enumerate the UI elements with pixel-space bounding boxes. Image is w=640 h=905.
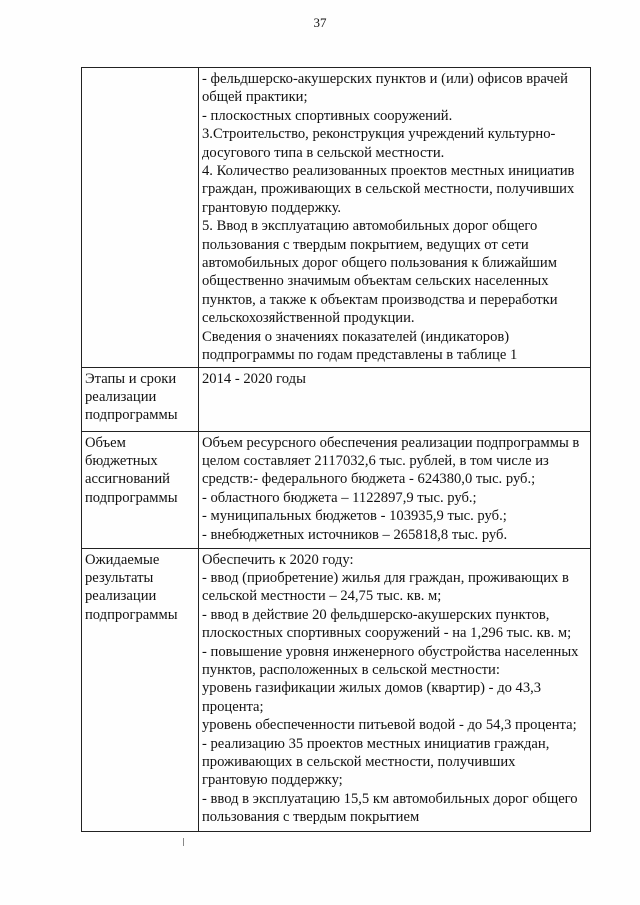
table-row [82, 367, 591, 431]
table-row [82, 431, 591, 548]
row-label-cell [82, 367, 199, 431]
text-line: подпрограммы по годам представлены в таблице 1 [202, 347, 518, 364]
text-line: - ввод (приобретение) жилья для граждан, проживающих в [202, 569, 569, 586]
text-line: - плоскостных спортивных сооружений. [202, 107, 453, 124]
text-line: пользования с твердым покрытием [202, 809, 420, 826]
text-line: - реализацию 35 проектов местных инициатив граждан, [202, 735, 550, 752]
text-line: сельской местности – 24,75 тыс. кв. м; [202, 588, 442, 605]
text-line: пользования с твердым покрытием, ведущих от сети [202, 236, 529, 253]
text-line: - повышение уровня инженерного обустройства населенных [202, 643, 579, 660]
text-line: общей практики; [202, 89, 308, 106]
text-line: Объем ресурсного обеспечения реализации подпрограммы в [202, 434, 580, 451]
text-line: средств:- федерального бюджета - 624380,0 тыс. руб.; [202, 471, 536, 488]
table-row [82, 68, 591, 368]
text-line: - фельдшерско-акушерских пунктов и (или) офисов врачей [202, 71, 568, 87]
text-line: - ввод в действие 20 фельдшерско-акушерских пунктов, [202, 606, 550, 623]
text-line: целом составляет 2117032,6 тыс. рублей, в том числе из [202, 452, 549, 469]
scan-mark [183, 838, 184, 846]
text-line: пунктов, расположенных в сельской местности: [202, 661, 500, 678]
text-line: общественно значимым объектам сельских населенных [202, 273, 549, 290]
text-line: 2014 - 2020 годы [202, 370, 306, 387]
label-line: реализации [85, 388, 157, 405]
row-label-cell [82, 68, 199, 368]
page-number: 37 [313, 15, 327, 30]
text-line: Обеспечить к 2020 году: [202, 551, 354, 568]
label-line: Ожидаемые [85, 551, 160, 568]
text-line: плоскостных спортивных сооружений - на 1,296 тыс. кв. м; [202, 625, 572, 642]
label-line: результаты [85, 569, 154, 586]
label-line: ассигнований [85, 471, 170, 488]
text-line: Сведения о значениях показателей (индикаторов) [202, 328, 510, 345]
text-line: граждан, проживающих в сельской местности, получивших [202, 181, 575, 198]
subprogram-passport-table [81, 67, 591, 832]
label-line: Этапы и сроки [85, 370, 177, 387]
text-line: - внебюджетных источников – 265818,8 тыс. руб. [202, 526, 508, 543]
text-line: процента; [202, 698, 264, 715]
label-line: Объем [85, 434, 126, 451]
text-line: уровень газификации жилых домов (квартир) - до 43,3 [202, 680, 542, 697]
text-line: - областного бюджета – 1122897,9 тыс. руб.; [202, 489, 477, 506]
label-line: подпрограммы [85, 407, 178, 424]
text-line: сельскохозяйственной продукции. [202, 310, 415, 327]
row-label-cell [82, 431, 199, 548]
label-line: реализации [85, 588, 157, 605]
text-line: проживающих в сельской местности, получивших [202, 753, 516, 770]
text-line: уровень обеспеченности питьевой водой - до 54,3 процента; [202, 717, 577, 734]
text-line: 5. Ввод в эксплуатацию автомобильных дорог общего [202, 218, 538, 235]
label-line: бюджетных [85, 452, 158, 469]
table-row [82, 548, 591, 831]
text-line: 3.Строительство, реконструкция учреждений культурно- [202, 126, 556, 143]
label-line: подпрограммы [85, 489, 178, 506]
text-line: пунктов, а также к объектам производства и переработки [202, 291, 558, 308]
text-line: - муниципальных бюджетов - 103935,9 тыс. руб.; [202, 508, 507, 525]
text-line: досугового типа в сельской местности. [202, 144, 445, 161]
label-line: подпрограммы [85, 606, 178, 623]
text-line: 4. Количество реализованных проектов местных инициатив [202, 163, 575, 180]
text-line: автомобильных дорог общего пользования к ближайшим [202, 255, 557, 272]
row-label-cell [82, 548, 199, 831]
row-content-cell [199, 431, 591, 548]
row-content-cell [199, 548, 591, 831]
text-line: - ввод в эксплуатацию 15,5 км автомобильных дорог общего [202, 790, 578, 807]
text-line: грантовую поддержку. [202, 199, 342, 216]
text-line: грантовую поддержку; [202, 772, 343, 789]
row-content-cell [199, 367, 591, 431]
row-content-cell [199, 68, 591, 368]
